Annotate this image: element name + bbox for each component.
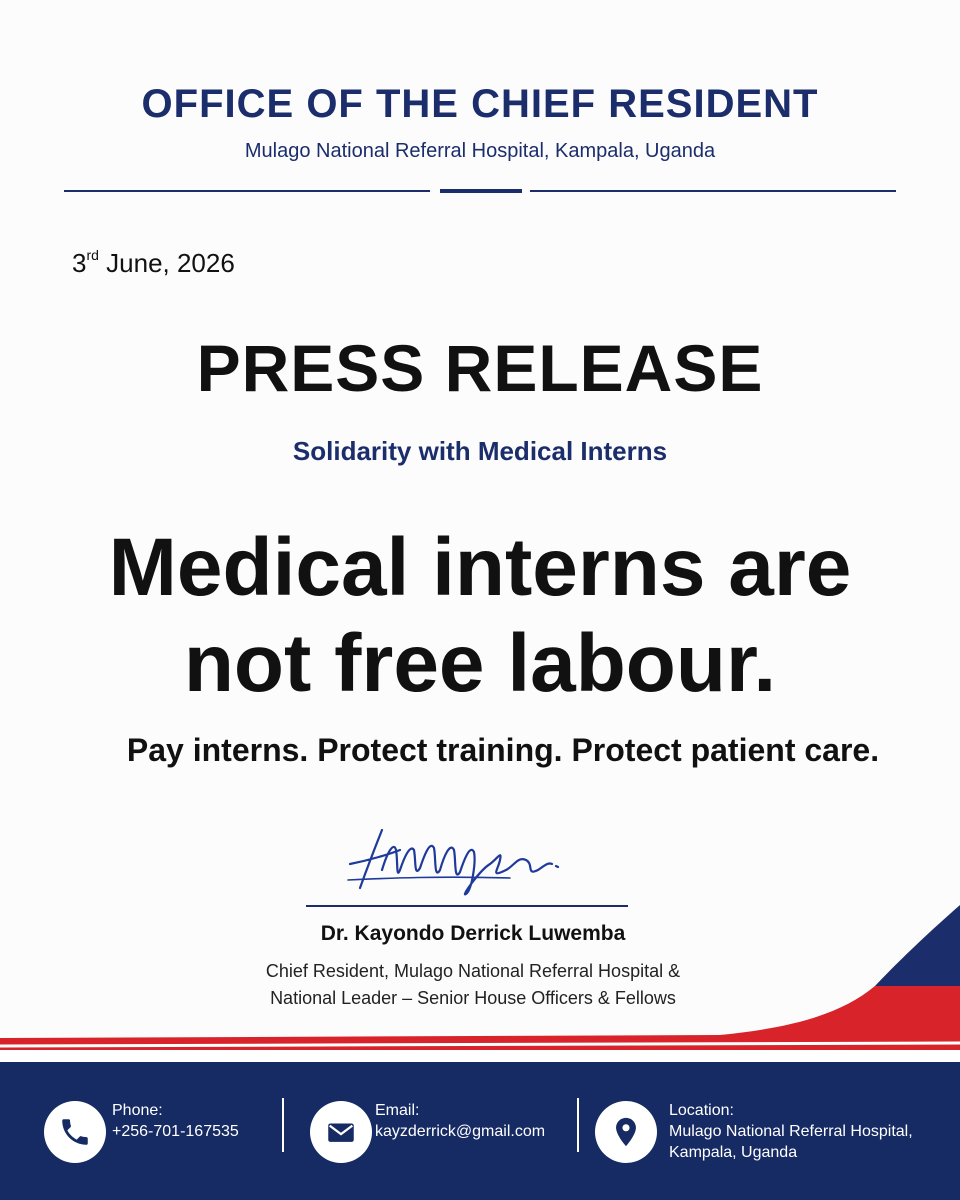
press-release-subtitle: Solidarity with Medical Interns xyxy=(292,436,668,466)
date-suffix: rd xyxy=(86,247,99,264)
date-day: 3 xyxy=(72,248,87,278)
signature-icon xyxy=(330,820,570,900)
map-pin-icon xyxy=(595,1101,657,1163)
envelope-icon xyxy=(310,1101,372,1163)
press-release-heading: PRESS RELEASE xyxy=(196,331,764,405)
release-date xyxy=(72,248,235,279)
footer-phone xyxy=(0,1062,280,1200)
phone-value[interactable]: +256-701-167535 xyxy=(112,1123,239,1140)
email-label: Email: xyxy=(375,1102,420,1119)
footer-divider-2 xyxy=(577,1098,579,1152)
headline-line-1: Medical interns are xyxy=(108,522,852,613)
location-label: Location: xyxy=(669,1102,734,1119)
phone-label: Phone: xyxy=(112,1102,163,1119)
signatory-role-line-1: Chief Resident, Mulago National Referral Hospital & xyxy=(265,961,681,981)
headline-line-2: not free labour. xyxy=(183,618,777,709)
header-rule-left xyxy=(64,190,430,192)
date-rest: June, 2026 xyxy=(98,248,235,278)
email-value[interactable]: kayzderrick@gmail.com xyxy=(375,1123,546,1140)
phone-icon xyxy=(44,1101,106,1163)
location-line-2: Kampala, Uganda xyxy=(669,1144,798,1161)
office-title: OFFICE OF THE CHIEF RESIDENT xyxy=(141,82,819,126)
office-subtitle: Mulago National Referral Hospital, Kampala, Uganda xyxy=(244,140,716,162)
location-line-1: Mulago National Referral Hospital, xyxy=(669,1123,913,1140)
footer-email xyxy=(290,1062,580,1200)
signatory-name: Dr. Kayondo Derrick Luwemba xyxy=(320,922,626,945)
tagline: Pay interns. Protect training. Protect patient care. xyxy=(126,732,880,768)
header-rule-right xyxy=(530,190,896,192)
footer-location xyxy=(585,1062,960,1200)
headline xyxy=(0,520,960,712)
contact-footer xyxy=(0,1062,960,1200)
decorative-swoosh xyxy=(0,900,960,1065)
signatory-role-line-2: National Leader – Senior House Officers & Fellows xyxy=(270,988,676,1008)
header-rule-center xyxy=(440,189,522,193)
footer-divider-1 xyxy=(282,1098,284,1152)
